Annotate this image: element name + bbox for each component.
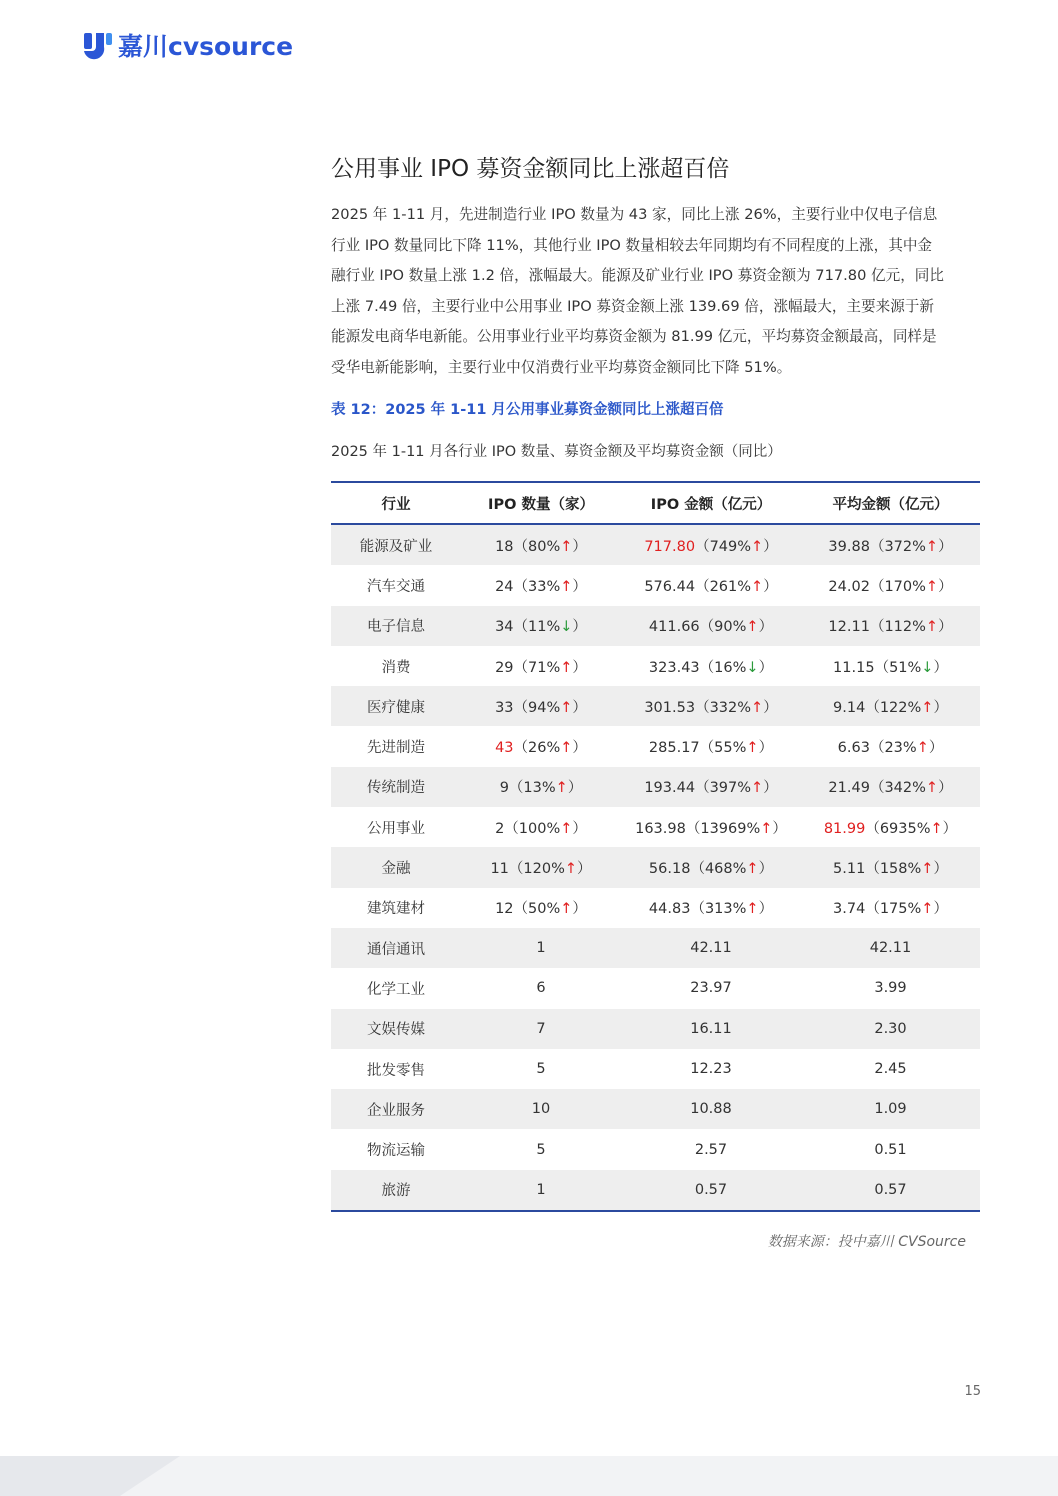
table-row xyxy=(331,686,980,726)
cell-ipo-amount: 56.18（468%↑） xyxy=(648,861,774,878)
arrow-up-icon: ↑ xyxy=(560,538,573,555)
header-industry: 行业 xyxy=(381,496,411,513)
cell-yoy-percent: 112% xyxy=(884,619,926,636)
cell-ipo-count xyxy=(461,1142,621,1158)
cell-industry: 先进制造 xyxy=(367,740,425,757)
cell-value: 193.44 xyxy=(644,780,696,797)
table-row xyxy=(331,726,980,766)
cell-yoy-percent: 313% xyxy=(704,901,747,918)
cell-value: 24 xyxy=(495,578,514,595)
cell-ipo-count xyxy=(461,980,621,996)
cell-yoy-percent: 332% xyxy=(709,699,752,716)
cell-avg-amount: 81.99（6935%↑） xyxy=(823,820,958,837)
cell-ipo-amount: 193.44（397%↑） xyxy=(644,780,778,797)
cell-value: 29 xyxy=(495,659,514,676)
cell-ipo-amount: 323.43（16%↓） xyxy=(648,659,774,676)
cell-ipo-count: 2（100%↑） xyxy=(495,820,587,837)
paragraph-line: 能源发电商华电新能。公用事业行业平均募资金额为 81.99 亿元，平均募资金额最高，同样是 xyxy=(331,328,937,345)
cell-avg-amount: 21.49（342%↑） xyxy=(828,780,953,797)
cell-yoy-percent: 26% xyxy=(528,740,561,757)
cell-value: 411.66 xyxy=(648,619,700,636)
header-avg-amount: 平均金额（亿元） xyxy=(832,496,949,513)
footer-decoration xyxy=(0,1456,190,1496)
cell-ipo-amount: 301.53（332%↑） xyxy=(644,699,778,716)
cell-yoy-percent: 342% xyxy=(884,780,926,797)
arrow-up-icon: ↑ xyxy=(555,780,568,797)
header-ipo-amount: IPO 金额（亿元） xyxy=(650,496,772,513)
arrow-up-icon: ↑ xyxy=(760,820,773,837)
cell-value: 24.02 xyxy=(828,578,870,595)
cell-yoy-percent: 372% xyxy=(884,538,926,555)
cell-value: 2.30 xyxy=(874,1020,907,1037)
cell-value: 2.57 xyxy=(694,1141,728,1158)
cell-avg-amount: 12.11（112%↑） xyxy=(828,619,953,636)
cell-yoy-percent: 120% xyxy=(523,861,565,878)
cell-avg-amount xyxy=(801,980,980,996)
table-row xyxy=(331,928,980,968)
arrow-up-icon: ↑ xyxy=(564,861,578,878)
table-row xyxy=(331,767,980,807)
arrow-up-icon: ↑ xyxy=(560,901,573,918)
arrow-up-icon: ↑ xyxy=(560,699,573,716)
arrow-up-icon: ↑ xyxy=(916,740,929,757)
cell-yoy-percent: 6935% xyxy=(879,820,931,837)
arrow-up-icon: ↑ xyxy=(746,901,759,918)
cell-yoy-percent: 175% xyxy=(879,901,922,918)
paragraph-line: 行业 IPO 数量同比下降 11%，其他行业 IPO 数量相较去年同期均有不同程度的上涨，其中金 xyxy=(331,236,933,254)
cell-yoy-percent: 13% xyxy=(523,780,556,797)
cell-yoy-percent: 51% xyxy=(889,659,922,676)
cell-yoy-percent: 33% xyxy=(528,578,561,595)
arrow-up-icon: ↑ xyxy=(751,780,764,797)
cell-ipo-count: 11（120%↑） xyxy=(490,861,592,878)
cell-industry: 电子信息 xyxy=(367,619,425,636)
arrow-up-icon: ↑ xyxy=(921,699,934,716)
cell-avg-amount: 3.74（175%↑） xyxy=(833,901,948,918)
cell-industry: 汽车交通 xyxy=(367,578,425,595)
cell-value: 11 xyxy=(490,861,509,878)
arrow-up-icon: ↑ xyxy=(751,538,764,555)
table-row xyxy=(331,565,980,605)
cell-value: 9 xyxy=(499,780,509,797)
table-row xyxy=(331,606,980,646)
table-row xyxy=(331,1049,980,1089)
cell-ipo-count xyxy=(461,1061,621,1077)
cell-avg-amount xyxy=(801,1101,980,1117)
arrow-up-icon: ↑ xyxy=(925,578,939,595)
cell-industry: 物流运输 xyxy=(367,1143,425,1160)
cell-ipo-count xyxy=(461,940,621,956)
cell-ipo-count: 18（80%↑） xyxy=(495,538,587,555)
cell-value: 1 xyxy=(536,1181,546,1198)
cell-ipo-count: 34（11%↓） xyxy=(495,619,587,636)
cell-value: 34 xyxy=(495,619,514,636)
table-row xyxy=(331,1009,980,1049)
paragraph-line: 受华电新能影响，主要行业中仅消费行业平均募资金额同比下降 51%。 xyxy=(331,358,792,376)
table-row xyxy=(331,807,980,847)
cell-ipo-amount: 576.44（261%↑） xyxy=(644,578,778,595)
brand-logo xyxy=(82,28,293,62)
cell-industry: 建筑建材 xyxy=(367,901,425,918)
cell-ipo-amount: 44.83（313%↑） xyxy=(648,901,774,918)
cell-value: 5 xyxy=(536,1141,546,1158)
cell-avg-amount: 24.02（170%↑） xyxy=(828,578,953,595)
cell-industry: 企业服务 xyxy=(367,1102,425,1119)
arrow-up-icon: ↑ xyxy=(930,820,943,837)
table-row xyxy=(331,888,980,928)
cell-value: 12.11 xyxy=(828,619,870,636)
cell-yoy-percent: 55% xyxy=(714,740,747,757)
cell-avg-amount: 5.11（158%↑） xyxy=(833,861,948,878)
cell-value: 0.51 xyxy=(874,1141,907,1158)
table-row xyxy=(331,1129,980,1169)
cell-ipo-amount xyxy=(621,1101,801,1117)
cell-value: 1.09 xyxy=(874,1101,907,1118)
arrow-up-icon: ↑ xyxy=(746,740,759,757)
cell-yoy-percent: 23% xyxy=(884,740,917,757)
cell-value: 7 xyxy=(536,1020,546,1037)
cell-industry: 文娱传媒 xyxy=(367,1022,425,1039)
cell-avg-amount xyxy=(801,1142,980,1158)
cell-ipo-amount: 411.66（90%↑） xyxy=(648,619,774,636)
cell-value: 21.49 xyxy=(828,780,870,797)
cell-ipo-count: 9（13%↑） xyxy=(499,780,583,797)
cell-value: 12.23 xyxy=(690,1061,732,1077)
cell-value: 42.11 xyxy=(690,940,732,957)
arrow-up-icon: ↑ xyxy=(746,619,759,636)
cell-ipo-amount: 163.98（13969%↑） xyxy=(635,820,787,837)
cell-value: 6.63 xyxy=(837,740,870,757)
arrow-up-icon: ↑ xyxy=(925,619,939,636)
table-row xyxy=(331,847,980,887)
arrow-up-icon: ↑ xyxy=(921,861,934,878)
cell-yoy-percent: 397% xyxy=(709,780,752,797)
cell-industry: 旅游 xyxy=(381,1183,411,1200)
cell-value: 3.74 xyxy=(833,901,866,918)
cell-value: 0.57 xyxy=(874,1181,907,1198)
arrow-down-icon: ↓ xyxy=(921,659,934,676)
cell-value: 576.44 xyxy=(644,578,696,595)
cell-industry: 能源及矿业 xyxy=(359,538,433,555)
cell-value: 33 xyxy=(495,699,514,716)
cell-value: 39.88 xyxy=(828,538,870,555)
arrow-up-icon: ↑ xyxy=(921,901,934,918)
cell-ipo-count: 12（50%↑） xyxy=(495,901,587,918)
body-paragraph xyxy=(331,200,983,383)
cell-yoy-percent: 158% xyxy=(879,861,922,878)
cell-industry: 医疗健康 xyxy=(367,699,425,716)
cell-industry: 消费 xyxy=(381,659,411,676)
arrow-up-icon: ↑ xyxy=(746,861,759,878)
table-title: 表 12：2025 年 1-11 月公用事业募资金额同比上涨超百倍 xyxy=(331,402,724,418)
cell-ipo-amount xyxy=(621,1142,801,1158)
data-source-note: 数据来源：投中嘉川 CVSource xyxy=(767,1234,966,1250)
arrow-up-icon: ↑ xyxy=(751,699,764,716)
cell-ipo-amount: 285.17（55%↑） xyxy=(648,740,774,757)
cell-ipo-amount: 717.80（749%↑） xyxy=(644,538,778,555)
arrow-up-icon: ↑ xyxy=(925,780,939,797)
cell-value: 6 xyxy=(536,980,546,997)
cell-ipo-count: 24（33%↑） xyxy=(495,578,587,595)
cell-yoy-percent: 13969% xyxy=(700,820,761,837)
cell-yoy-percent: 261% xyxy=(709,578,752,595)
table-subtitle: 2025 年 1-11 月各行业 IPO 数量、募资金额及平均募资金额（同比） xyxy=(331,444,782,460)
cell-value: 23.97 xyxy=(690,980,732,997)
cell-yoy-percent: 468% xyxy=(704,861,747,878)
page-title: 公用事业 IPO 募资金额同比上涨超百倍 xyxy=(331,156,730,182)
cell-yoy-percent: 100% xyxy=(518,820,561,837)
arrow-up-icon: ↑ xyxy=(560,578,573,595)
cell-value: 44.83 xyxy=(648,901,691,918)
cell-value: 12 xyxy=(495,901,514,918)
cell-value: 0.57 xyxy=(694,1181,728,1198)
cell-industry: 批发零售 xyxy=(367,1062,425,1079)
table-row xyxy=(331,968,980,1008)
table-row xyxy=(331,1089,980,1129)
table-row xyxy=(331,1170,980,1210)
cell-ipo-amount xyxy=(621,1021,801,1037)
table-row xyxy=(331,525,980,565)
cell-value: 5.11 xyxy=(833,861,866,878)
header-ipo-count: IPO 数量（家） xyxy=(488,496,594,513)
cell-value: 285.17 xyxy=(648,740,700,757)
cell-value: 81.99 xyxy=(823,820,866,837)
cell-yoy-percent: 50% xyxy=(528,901,561,918)
cell-value: 42.11 xyxy=(869,940,912,957)
cell-ipo-count xyxy=(461,1021,621,1037)
arrow-up-icon: ↑ xyxy=(751,578,764,595)
arrow-down-icon: ↓ xyxy=(560,619,573,636)
paragraph-line: 2025 年 1-11 月，先进制造行业 IPO 数量为 43 家，同比上涨 26%，主要行业中仅电子信息 xyxy=(331,206,938,223)
cell-value: 2 xyxy=(495,820,505,837)
cell-value: 5 xyxy=(536,1061,546,1077)
cell-yoy-percent: 11% xyxy=(528,619,561,636)
table-row xyxy=(331,646,980,686)
cell-avg-amount xyxy=(801,940,980,956)
cell-ipo-count: 33（94%↑） xyxy=(495,699,587,716)
paragraph-line: 上涨 7.49 倍，主要行业中公用事业 IPO 募资金额上涨 139.69 倍，涨幅最大，主要来源于新 xyxy=(331,297,934,315)
cell-ipo-amount xyxy=(621,940,801,956)
cell-ipo-count: 43（26%↑） xyxy=(495,740,587,757)
cell-yoy-percent: 122% xyxy=(879,699,922,716)
cell-avg-amount: 11.15（51%↓） xyxy=(833,659,948,676)
paragraph-line: 融行业 IPO 数量上涨 1.2 倍，涨幅最大。能源及矿业行业 IPO 募资金额为 717.80 亿元，同比 xyxy=(331,267,944,284)
arrow-up-icon: ↑ xyxy=(560,740,573,757)
cell-value: 11.15 xyxy=(833,659,875,676)
logo-text: 嘉川cvsource xyxy=(118,32,294,61)
cell-ipo-count xyxy=(461,1182,621,1198)
cell-avg-amount: 6.63（23%↑） xyxy=(837,740,944,757)
cell-avg-amount: 9.14（122%↑） xyxy=(833,699,948,716)
cell-yoy-percent: 170% xyxy=(884,578,926,595)
cell-yoy-percent: 16% xyxy=(714,659,747,676)
cell-value: 18 xyxy=(495,538,514,555)
cell-industry: 金融 xyxy=(381,861,411,878)
cell-yoy-percent: 71% xyxy=(528,659,561,676)
cell-value: 3.99 xyxy=(874,980,907,997)
arrow-down-icon: ↓ xyxy=(746,659,759,676)
cell-industry: 公用事业 xyxy=(367,820,425,837)
cell-value: 301.53 xyxy=(644,699,696,716)
cell-yoy-percent: 94% xyxy=(528,699,561,716)
table-header-row xyxy=(331,483,980,525)
cell-ipo-count: 29（71%↑） xyxy=(495,659,587,676)
cell-avg-amount xyxy=(801,1182,980,1198)
ipo-industry-table xyxy=(331,481,980,1212)
cell-value: 717.80 xyxy=(644,538,696,555)
cell-industry: 化学工业 xyxy=(367,981,425,998)
cell-yoy-percent: 80% xyxy=(528,538,561,555)
table-body xyxy=(331,525,980,1210)
arrow-up-icon: ↑ xyxy=(560,659,573,676)
cvsource-logo-icon xyxy=(82,29,114,61)
cell-ipo-amount xyxy=(621,1061,801,1077)
cell-avg-amount xyxy=(801,1061,980,1077)
cell-avg-amount: 39.88（372%↑） xyxy=(828,538,953,555)
cell-yoy-percent: 90% xyxy=(714,619,747,636)
cell-industry: 传统制造 xyxy=(367,780,425,797)
arrow-up-icon: ↑ xyxy=(560,820,573,837)
cell-value: 16.11 xyxy=(690,1020,732,1037)
cell-industry: 通信通讯 xyxy=(367,941,425,958)
cell-value: 9.14 xyxy=(833,699,866,716)
cell-value: 10 xyxy=(531,1101,551,1118)
cell-ipo-amount xyxy=(621,980,801,996)
cell-yoy-percent: 749% xyxy=(709,538,752,555)
cell-value: 56.18 xyxy=(648,861,691,878)
cell-ipo-count xyxy=(461,1101,621,1117)
arrow-up-icon: ↑ xyxy=(925,538,939,555)
cell-value: 10.88 xyxy=(690,1101,732,1118)
cell-ipo-amount xyxy=(621,1182,801,1198)
page-number: 15 xyxy=(964,1384,981,1399)
cell-value: 2.45 xyxy=(874,1061,907,1077)
cell-avg-amount xyxy=(801,1021,980,1037)
cell-value: 163.98 xyxy=(635,820,686,837)
cell-value: 43 xyxy=(495,740,514,757)
cell-value: 1 xyxy=(536,940,546,957)
cell-value: 323.43 xyxy=(648,659,700,676)
